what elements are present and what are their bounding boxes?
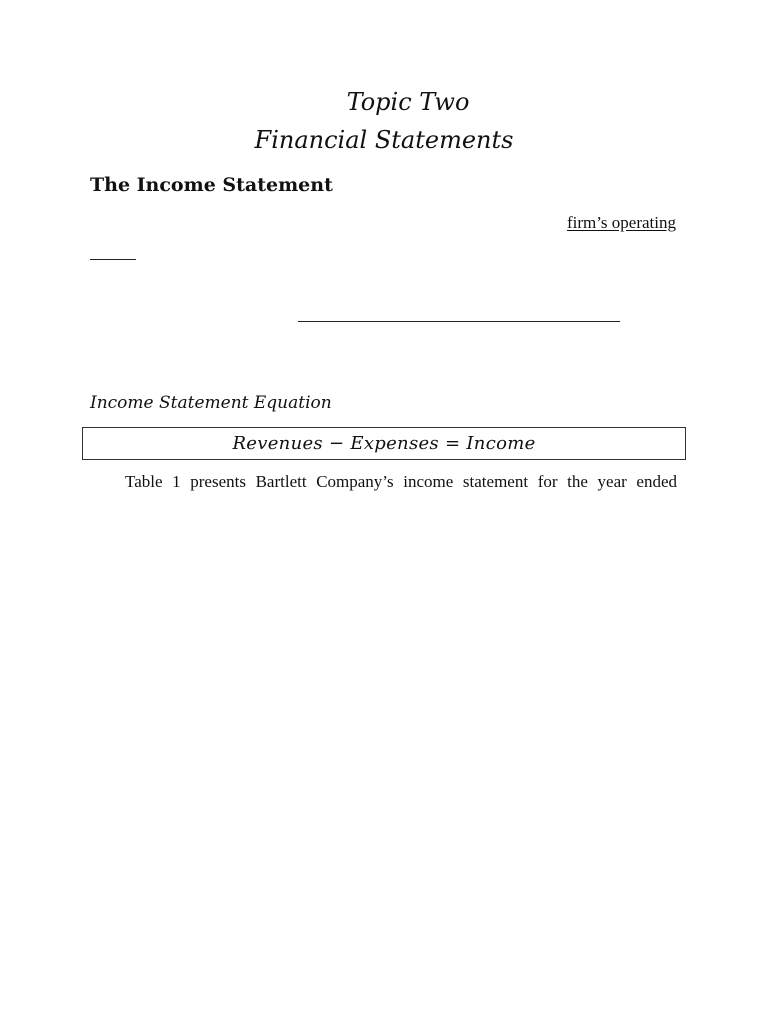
underlined-fragment: firm’s operating bbox=[566, 213, 676, 232]
topic-title: Topic Two bbox=[346, 88, 470, 116]
body-paragraph: Table 1 presents Bartlett Company’s income statement for the year ended bbox=[125, 472, 677, 491]
section-heading: The Income Statement bbox=[90, 174, 333, 196]
blank-line-short bbox=[90, 259, 136, 260]
equation-box bbox=[82, 427, 686, 460]
topic-subtitle: Financial Statements bbox=[254, 126, 514, 154]
equation-label: Income Statement Equation bbox=[90, 393, 332, 413]
blank-line-long bbox=[298, 321, 620, 322]
equation-text: Revenues − Expenses = Income bbox=[232, 433, 536, 454]
